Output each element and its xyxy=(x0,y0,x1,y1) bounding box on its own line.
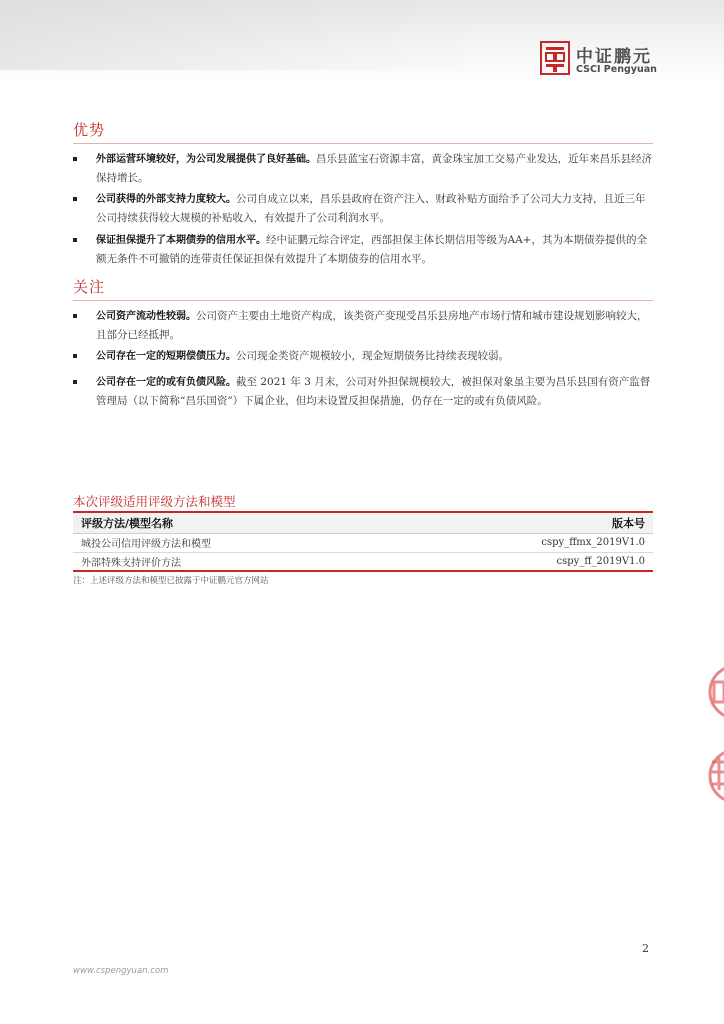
methodology-table xyxy=(73,513,653,572)
concern-item-2 xyxy=(73,347,653,366)
concern-item-1-heading: 公司资产流动性较弱。 xyxy=(96,311,196,322)
footer-website[interactable]: www.cspengyuan.com xyxy=(73,966,169,976)
strength-item-2-text: 公司自成立以来，昌乐县政府在资产注入、财政补贴方面给予了公司大力支持，且近三年公司持续获得较大规模的补贴收入，有效提升了公司利润水平。 xyxy=(96,193,646,224)
strengths-divider xyxy=(73,143,653,144)
bullet-square-icon xyxy=(73,314,77,318)
concerns-title: 关注 xyxy=(73,278,106,296)
concern-item-1-text: 公司资产主要由土地资产构成，该类资产变现受昌乐县房地产市场行情和城市建设规划影响较大，且部分已经抵押。 xyxy=(96,310,648,341)
methodology-title: 本次评级适用评级方法和模型 xyxy=(73,494,236,509)
bullet-square-icon xyxy=(73,157,77,161)
strength-item-2 xyxy=(73,190,653,228)
strength-item-1-text: 昌乐县蓝宝石资源丰富，黄金珠宝加工交易产业发达，近年来昌乐县经济保持增长。 xyxy=(96,153,652,184)
methodology-note: 注：上述评级方法和模型已披露于中证鹏元官方网站 xyxy=(73,576,269,586)
strength-item-1-heading: 外部运营环境较好，为公司发展提供了良好基础。 xyxy=(96,154,316,165)
red-seal-stamp-icon xyxy=(700,744,724,808)
table-cell-method: 外部特殊支持评价方法 xyxy=(73,552,392,571)
table-cell-version: cspy_ff_2019V1.0 xyxy=(392,552,653,571)
table-header-version: 版本号 xyxy=(392,513,653,533)
table-row xyxy=(73,552,653,571)
table-cell-method: 城投公司信用评级方法和模型 xyxy=(73,533,392,552)
strength-item-1 xyxy=(73,150,653,188)
table-header-row xyxy=(73,513,653,533)
table-row xyxy=(73,533,653,552)
concern-item-3-heading: 公司存在一定的或有负债风险。 xyxy=(96,377,236,388)
concern-item-2-heading: 公司存在一定的短期偿债压力。 xyxy=(96,351,236,362)
concern-item-3 xyxy=(73,373,653,411)
bullet-square-icon xyxy=(73,380,77,384)
red-seal-stamp-icon xyxy=(700,660,724,724)
strength-item-3-text: 经中证鹏元综合评定，西部担保主体长期信用等级为AA+，其为本期债券提供的全额无条件不可撤销的连带责任保证担保有效提升了本期债券的信用水平。 xyxy=(96,234,647,265)
bullet-square-icon xyxy=(73,238,77,242)
concern-item-2-text: 公司现金类资产规模较小，现金短期债务比持续表现较弱。 xyxy=(236,350,509,362)
table-cell-version: cspy_ffmx_2019V1.0 xyxy=(392,533,653,552)
logo-chinese-name: 中证鹏元 xyxy=(576,47,652,67)
strengths-title: 优势 xyxy=(73,121,106,139)
strength-item-3-heading: 保证担保提升了本期债券的信用水平。 xyxy=(96,235,266,246)
concern-item-1 xyxy=(73,307,653,345)
concern-item-3-text: 截至 2021 年 3 月末，公司对外担保规模较大，被担保对象虽主要为昌乐县国有资产监督管理局（以下简称“昌乐国资”）下属企业，但均未设置反担保措施，仍存在一定的或有负债风险。 xyxy=(96,376,651,407)
logo-mark-icon xyxy=(540,41,570,75)
page-number: 2 xyxy=(642,942,649,955)
bullet-square-icon xyxy=(73,354,77,358)
bullet-square-icon xyxy=(73,197,77,201)
strength-item-3 xyxy=(73,231,653,269)
table-header-name: 评级方法/模型名称 xyxy=(73,513,392,533)
logo-english-name: CSCI Pengyuan xyxy=(576,64,657,75)
company-logo xyxy=(540,41,680,77)
concerns-divider xyxy=(73,300,653,301)
strength-item-2-heading: 公司获得的外部支持力度较大。 xyxy=(96,194,236,205)
